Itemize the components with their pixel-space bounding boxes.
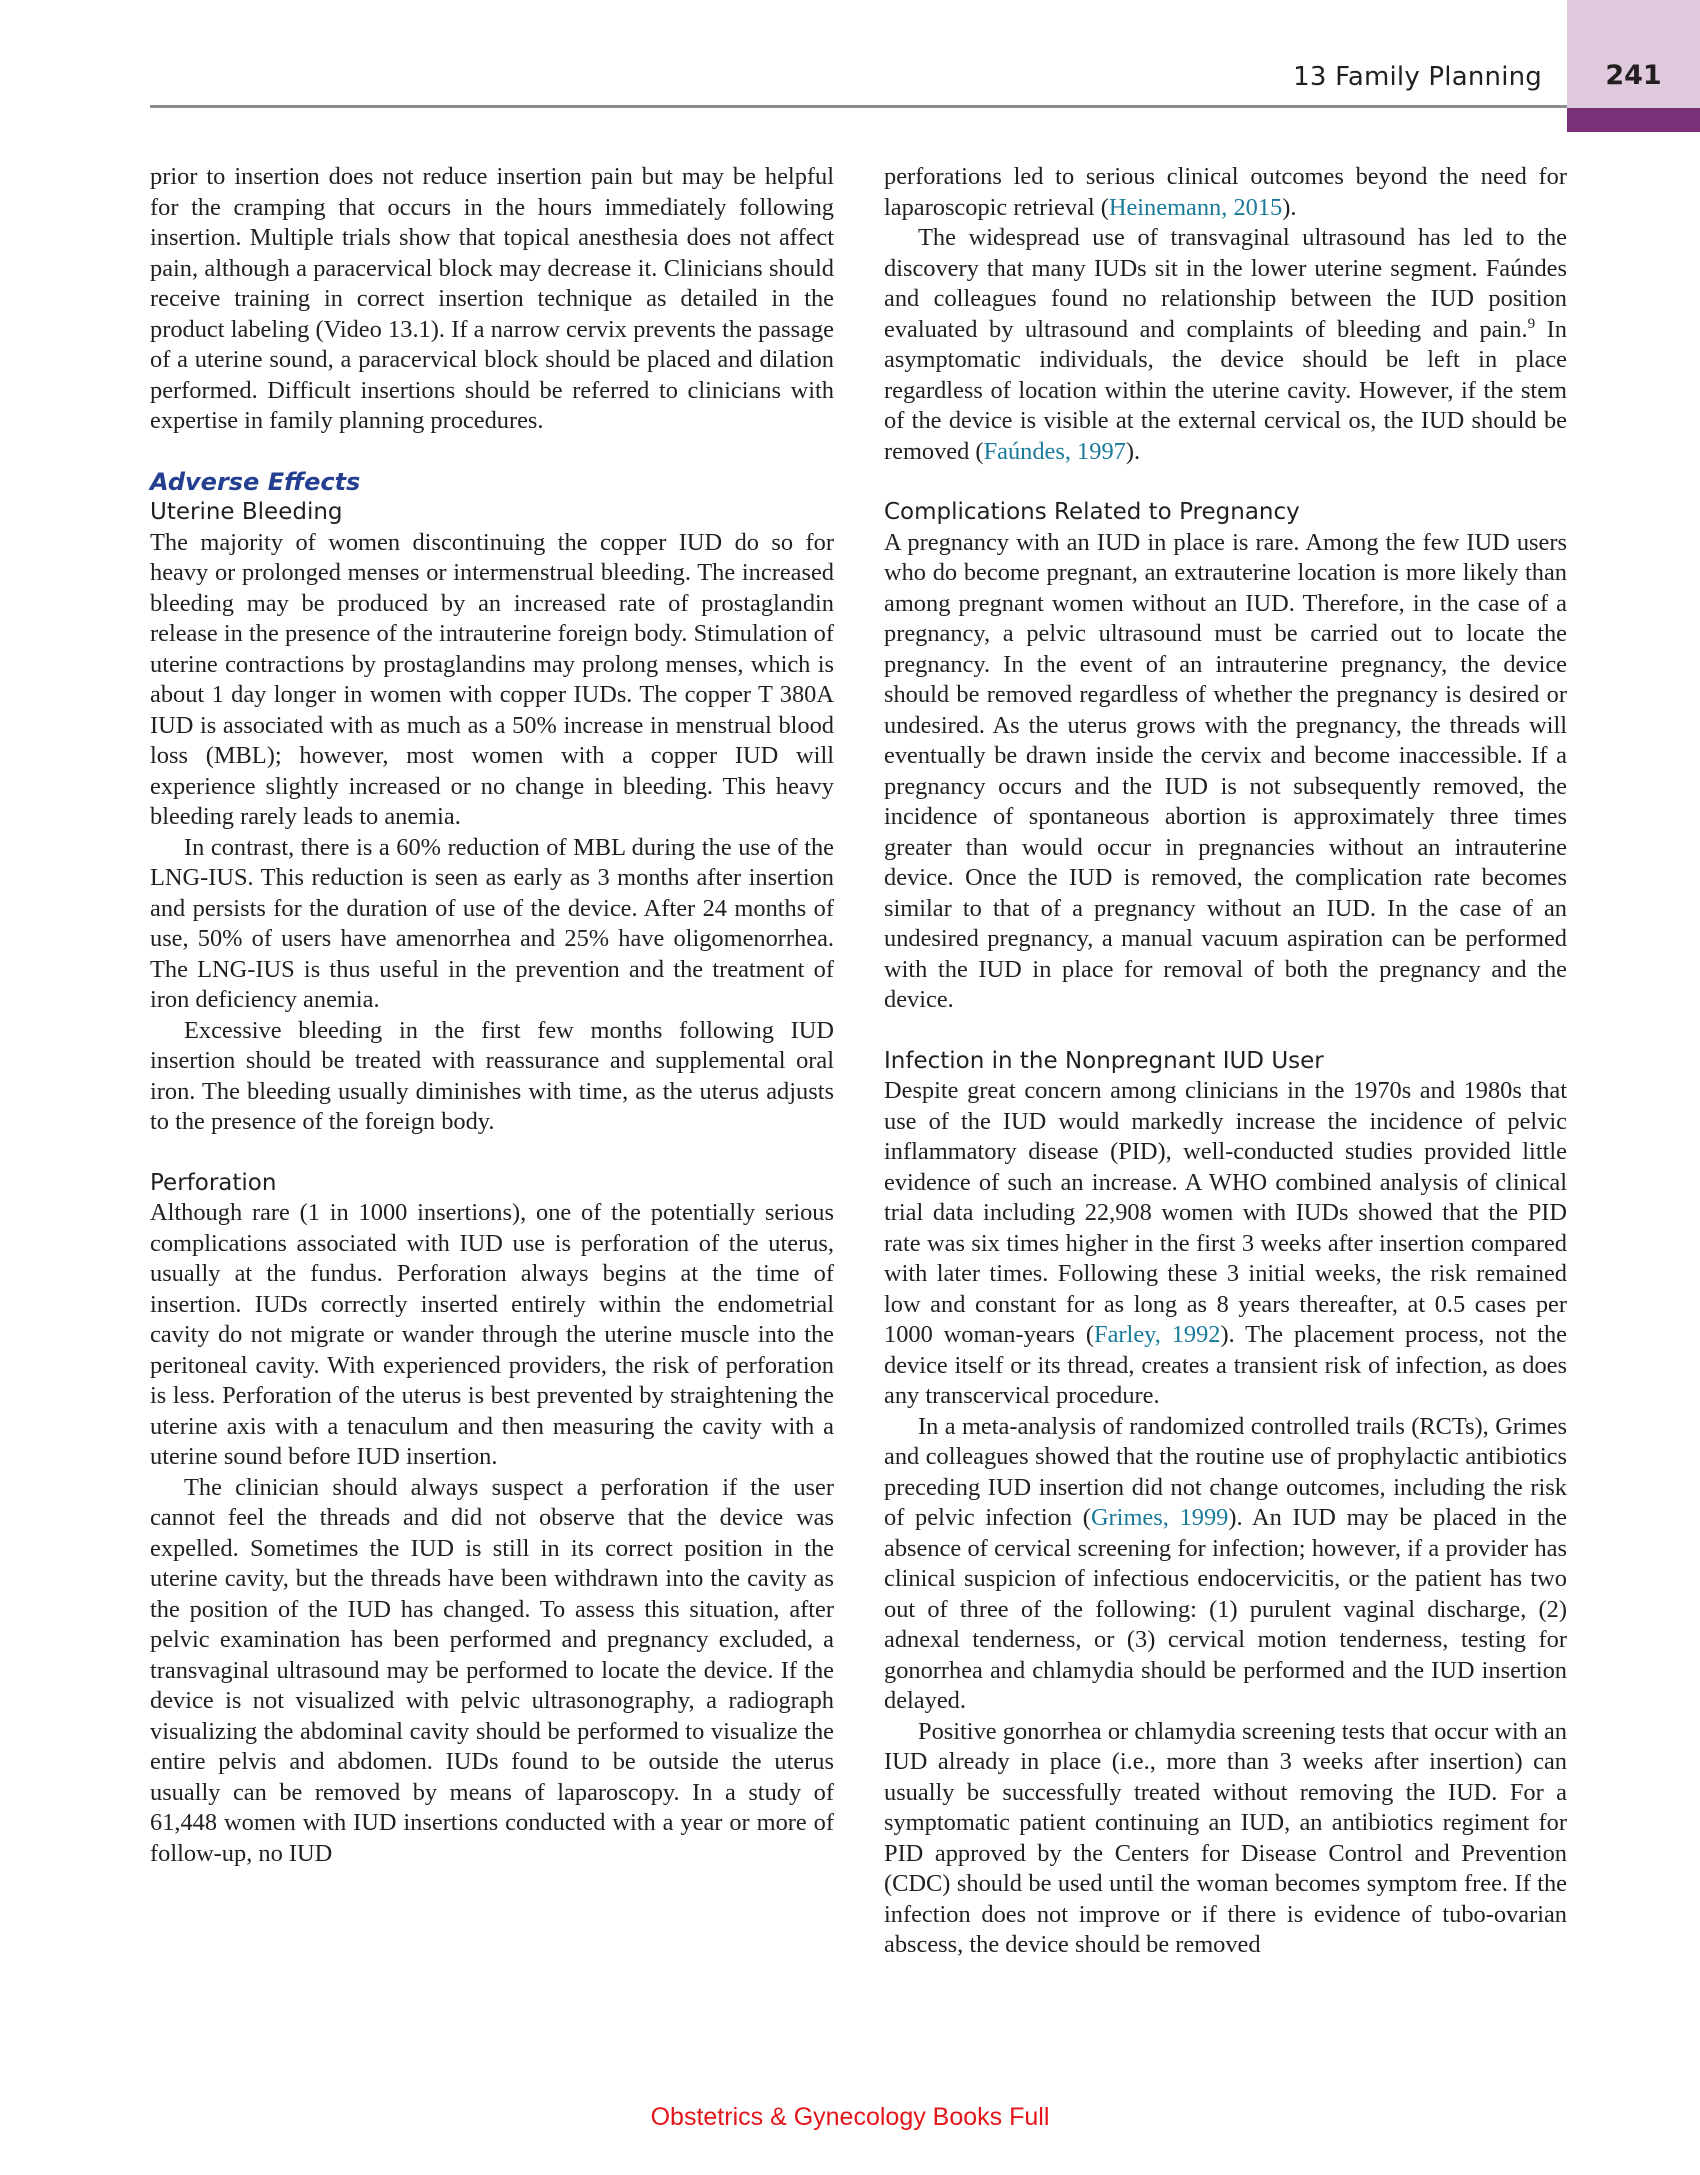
paragraph [884, 223, 1567, 467]
text: Despite great concern among clinicians in the 1970s and 1980s that use of the IUD would markedly increase the incidence of pelvic inflammatory disease (PID), well-conducted studies provided little evidence of such an increase. A WHO combined analysis of clinical trial data including 22,908 women with IUDs showed that the PID rate was six times higher in the first 3 weeks after insertion compared with later times. Following these 3 initial weeks, the risk remained low and constant for as long as 8 years thereafter, at 0.5 cases per 1000 woman-years ( [884, 1077, 1567, 1348]
footnote-reference[interactable]: 9 [1527, 315, 1536, 332]
paragraph [884, 162, 1567, 223]
text: ). [1282, 193, 1297, 221]
running-head-chapter: 13 Family Planning [1293, 62, 1542, 92]
paragraph: Excessive bleeding in the first few months following IUD insertion should be treated with reassurance and supplemental oral iron. The bleeding usually diminishes with time, as the uterus adjusts to the presence of the foreign body. [150, 1016, 834, 1135]
text: ). An IUD may be placed in the absence of cervical screening for infection; however, if a provider has clinical suspicion of infectious endocervicitis, or the patient has two out of three of the following: (1) purulent vaginal discharge, (2) adnexal tenderness, or (3) cervical motion tenderness, testing for gonorrhea and chlamydia should be performed and the IUD insertion delayed. [884, 1504, 1567, 1714]
page-tab-accent-bar [1567, 108, 1700, 132]
text: ). The placement process, not the device itself or its thread, creates a transient risk of infection, as does any transcervical procedure. [884, 1321, 1567, 1409]
subheading-complications-pregnancy: Complications Related to Pregnancy [884, 499, 1300, 525]
text: ). [1125, 437, 1141, 465]
paragraph: The majority of women discontinuing the copper IUD do so for heavy or prolonged menses or intermenstrual bleeding. The increased bleeding may be produced by an increased rate of prostaglandin release in the presence of the intrauterine foreign body. Stimulation of uterine contractions by prostaglandins may prolong menses, which is about 1 day longer in women with copper IUDs. The copper T 380A IUD is associated with as much as a 50% increase in menstrual blood loss (MBL); however, most women with a copper IUD will experience slightly increased or no change in bleeding. This heavy bleeding rarely leads to anemia. [150, 528, 834, 830]
page-number: 241 [1605, 60, 1662, 91]
paragraph: A pregnancy with an IUD in place is rare. Among the few IUD users who do become pregnant, an extrauterine location is more likely than among pregnant women without an IUD. Therefore, in the case of a pregnancy, a pelvic ultrasound must be carried out to locate the pregnancy. In the event of an intrauterine pregnancy, the device should be removed regardless of whether the pregnancy is desired or undesired. As the uterus grows with the pregnancy, the threads will eventually be drawn inside the cervix and become inaccessible. If a pregnancy occurs and the IUD is not subsequently removed, the incidence of spontaneous abortion is approximately three times greater than would occur in pregnancies without an intrauterine device. Once the IUD is removed, the complication rate becomes similar to that of a pregnancy without an IUD. In the case of an undesired pregnancy, a manual vacuum aspiration can be performed with the IUD in place for removal of both the pregnancy and the device. [884, 528, 1567, 1013]
right-column [884, 162, 1567, 1961]
citation-link[interactable]: Grimes, 1999 [1090, 1504, 1229, 1531]
text: In a meta-analysis of randomized controlled trails (RCTs), Grimes and colleagues showed that the routine use of prophylactic antibiotics preceding IUD insertion did not change outcomes, including the risk of pelvic infection ( [884, 1412, 1567, 1531]
paragraph: In contrast, there is a 60% reduction of MBL during the use of the LNG-IUS. This reduction is seen as early as 3 months after insertion and persists for the duration of use of the device. After 24 months of use, 50% of users have amenorrhea and 25% have oligomenorrhea. The LNG-IUS is thus useful in the prevention and the treatment of iron deficiency anemia. [150, 833, 834, 1013]
citation-link[interactable]: Faúndes, 1997 [983, 437, 1126, 465]
citation-link[interactable]: Farley, 1992 [1094, 1321, 1221, 1348]
citation-link[interactable]: Heinemann, 2015 [1108, 193, 1283, 221]
header-rule [150, 105, 1567, 108]
text: The widespread use of transvaginal ultrasound has led to the discovery that many IUDs sit in the lower uterine segment. Faúndes and colleagues found no relationship between the IUD position evaluated by ultrasound and complaints of bleeding and pain. [884, 224, 1567, 343]
subheading-perforation: Perforation [150, 1169, 277, 1196]
left-column [150, 162, 834, 1869]
section-heading-adverse-effects: Adverse Effects [150, 467, 361, 496]
paragraph [884, 1076, 1567, 1412]
text: In asymptomatic individuals, the device should be left in place regardless of location within the uterine cavity. However, if the stem of the device is visible at the external cervical os, the IUD should be removed ( [884, 315, 1567, 465]
subheading-uterine-bleeding: Uterine Bleeding [150, 499, 343, 525]
page-tab-background [1567, 0, 1700, 108]
text: perforations led to serious clinical outcomes beyond the need for laparoscopic retrieval ( [884, 163, 1567, 221]
paragraph: Although rare (1 in 1000 insertions), one of the potentially serious complications associated with IUD use is perforation of the uterus, usually at the fundus. Perforation always begins at the time of insertion. IUDs correctly inserted entirely within the endometrial cavity do not migrate or wander through the uterine muscle into the peritoneal cavity. With experienced providers, the risk of perforation is less. Perforation of the uterus is best prevented by straightening the uterine axis with a tenaculum and then measuring the cavity with a uterine sound before IUD insertion. [150, 1199, 834, 1470]
subheading-infection: Infection in the Nonpregnant IUD User [884, 1047, 1324, 1074]
paragraph [884, 1412, 1567, 1717]
footer-watermark: Obstetrics & Gynecology Books Full [650, 2103, 1050, 2131]
paragraph: Positive gonorrhea or chlamydia screening tests that occur with an IUD already in place (i.e., more than 3 weeks after insertion) can usually be successfully treated without removing the IUD. For a symptomatic patient continuing an IUD, an antibiotics regiment for PID approved by the Centers for Disease Control and Prevention (CDC) should be used until the woman becomes symptom free. If the infection does not improve or if there is evidence of tubo-ovarian abscess, the device should be removed [884, 1717, 1567, 1958]
paragraph: The clinician should always suspect a perforation if the user cannot feel the threads and did not observe that the device was expelled. Sometimes the IUD is still in its correct position in the uterine cavity, but the threads have been withdrawn into the cavity as the position of the IUD has changed. To assess this situation, after pelvic examination has been performed and pregnancy excluded, a transvaginal ultrasound may be performed to locate the device. If the device is not visualized with pelvic ultrasonography, a radiograph visualizing the abdominal cavity should be performed to visualize the entire pelvis and abdomen. IUDs found to be outside the uterus usually can be removed by means of laparoscopy. In a study of 61,448 women with IUD insertions conducted with a year or more of follow-up, no IUD [150, 1473, 834, 1867]
intro-paragraph: prior to insertion does not reduce insertion pain but may be helpful for the cramping that occurs in the hours immediately following insertion. Multiple trials show that topical anesthesia does not affect pain, although a paracervical block may decrease it. Clinicians should receive training in correct insertion technique as detailed in the product labeling (Video 13.1). If a narrow cervix prevents the passage of a uterine sound, a paracervical block should be placed and dilation performed. Difficult insertions should be referred to clinicians with expertise in family planning procedures. [150, 163, 834, 434]
